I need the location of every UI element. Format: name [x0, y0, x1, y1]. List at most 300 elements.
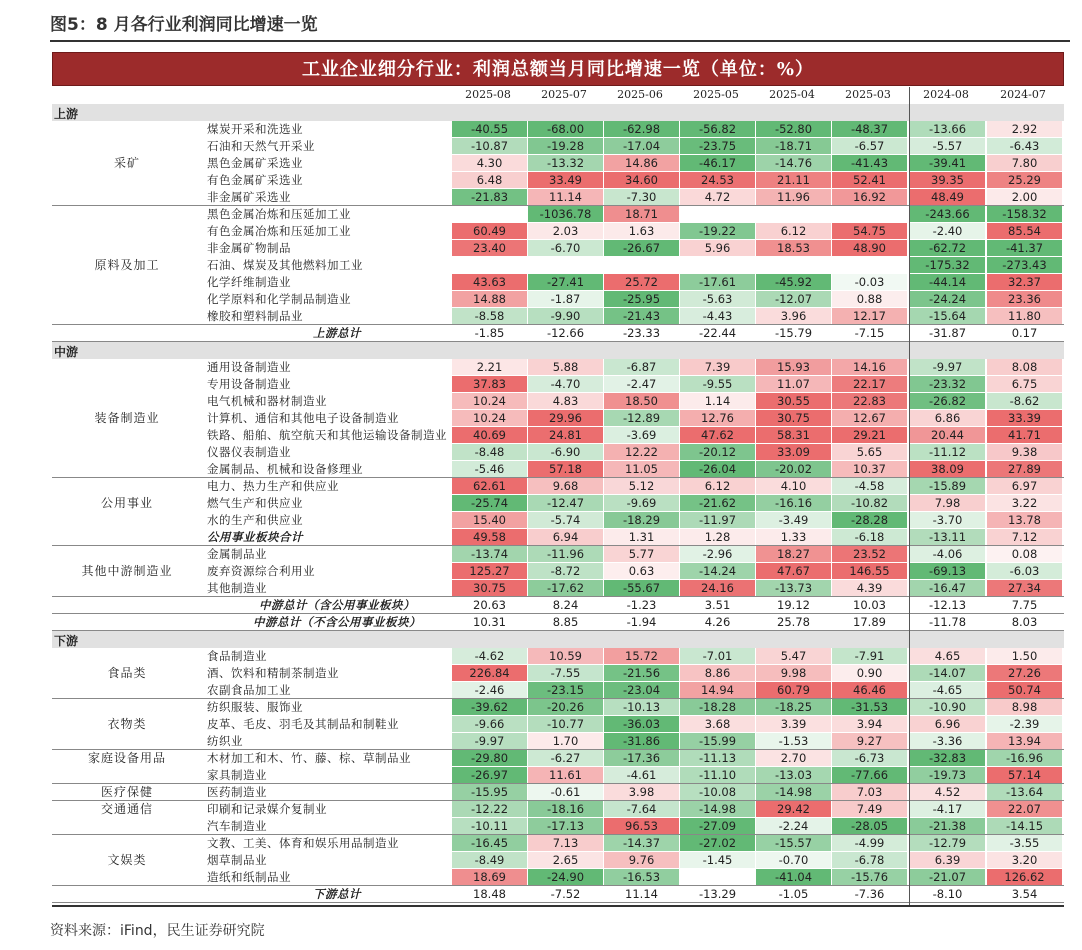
value-cell: -6.87 [604, 359, 679, 375]
value-cell: 2.21 [452, 359, 527, 375]
industry-name: 木材加工和木、竹、藤、棕、草制品业 [207, 751, 411, 765]
value-cell: -19.22 [680, 223, 755, 239]
table-row [52, 835, 1064, 852]
value-cell: -28.05 [832, 818, 907, 834]
section-label: 中游 [54, 345, 79, 359]
value-cell: 2.92 [987, 121, 1062, 137]
value-cell: 22.07 [987, 801, 1062, 817]
industry-name: 电气机械和器材制造业 [207, 394, 327, 408]
value-cell: -10.08 [680, 784, 755, 800]
value-cell: 5.88 [528, 359, 603, 375]
value-cell: 1.70 [528, 733, 603, 749]
industry-name: 化学原料和化学制品制造业 [207, 292, 351, 306]
industry-name: 非金属矿采选业 [207, 190, 291, 204]
value-cell: -7.30 [604, 189, 679, 205]
value-cell: -25.74 [452, 495, 527, 511]
industry-name: 纺织服装、服饰业 [207, 700, 303, 714]
value-cell: -31.53 [832, 699, 907, 715]
industry-name: 中游总计（不含公用事业板块） [253, 615, 421, 629]
value-cell: 126.62 [987, 869, 1062, 885]
value-cell: -13.66 [910, 121, 985, 137]
value-cell: -3.55 [987, 835, 1062, 851]
group-label: 交通通信 [100, 802, 153, 816]
table-row [52, 410, 1064, 427]
value-cell: -1.85 [474, 326, 505, 340]
value-cell: -19.28 [528, 138, 603, 154]
value-cell: 21.11 [756, 172, 831, 188]
group-label: 家庭设备用品 [87, 751, 166, 765]
value-cell: -6.18 [832, 529, 907, 545]
value-cell: 23.52 [832, 546, 907, 562]
table-row [52, 682, 1064, 699]
value-cell: 29.21 [832, 427, 907, 443]
value-cell: 24.81 [528, 427, 603, 443]
value-cell: -6.57 [832, 138, 907, 154]
value-cell [680, 257, 755, 273]
value-cell: 8.98 [987, 699, 1062, 715]
value-cell: -12.89 [604, 410, 679, 426]
value-cell: -7.36 [854, 887, 885, 901]
value-cell: -11.10 [680, 767, 755, 783]
group-label: 采矿 [113, 156, 140, 170]
table-row [52, 172, 1064, 189]
industry-name: 通用设备制造业 [207, 360, 291, 374]
value-cell: 6.12 [680, 478, 755, 494]
table-row [52, 818, 1064, 835]
table-row [52, 784, 1064, 801]
table-row [52, 359, 1064, 376]
value-cell: -21.62 [680, 495, 755, 511]
value-cell: 8.24 [552, 598, 579, 612]
value-cell: -52.80 [756, 121, 831, 137]
value-cell: 9.76 [604, 852, 679, 868]
value-cell: -2.46 [452, 682, 527, 698]
value-cell: -4.65 [910, 682, 985, 698]
value-cell: -2.24 [756, 818, 831, 834]
value-cell: -26.04 [680, 461, 755, 477]
value-cell: -2.39 [987, 716, 1062, 732]
value-cell: 33.49 [528, 172, 603, 188]
table-row [52, 699, 1064, 716]
value-cell: 3.98 [604, 784, 679, 800]
industry-name: 印刷和记录媒介复制业 [207, 802, 327, 816]
value-cell [756, 206, 831, 222]
value-cell: 3.54 [1011, 887, 1038, 901]
value-cell: -12.79 [910, 835, 985, 851]
value-cell: -11.78 [928, 615, 967, 629]
table-row [52, 376, 1064, 393]
value-cell: -69.13 [910, 563, 985, 579]
value-cell [604, 257, 679, 273]
table-row [52, 206, 1064, 223]
value-cell: 7.80 [987, 155, 1062, 171]
value-cell: -158.32 [987, 206, 1062, 222]
section-label: 下游 [54, 634, 79, 648]
table-row [52, 444, 1064, 461]
value-cell: -175.32 [910, 257, 985, 273]
table-row [52, 495, 1064, 512]
value-cell: -26.97 [452, 767, 527, 783]
value-cell: -62.98 [604, 121, 679, 137]
table-row [52, 240, 1064, 257]
value-cell: -17.13 [528, 818, 603, 834]
value-cell: 15.40 [452, 512, 527, 528]
value-cell: -68.00 [528, 121, 603, 137]
value-cell: -16.96 [987, 750, 1062, 766]
value-cell: -40.55 [452, 121, 527, 137]
value-cell: -6.73 [832, 750, 907, 766]
value-cell: -26.82 [910, 393, 985, 409]
value-cell: -23.15 [528, 682, 603, 698]
value-cell: -0.70 [756, 852, 831, 868]
value-cell [832, 257, 907, 273]
value-cell: 52.41 [832, 172, 907, 188]
industry-name: 非金属矿物制品 [207, 241, 291, 255]
table-row [52, 563, 1064, 580]
value-cell: -1.45 [680, 852, 755, 868]
value-cell [832, 206, 907, 222]
column-header: 2025-03 [845, 88, 891, 101]
value-cell: 9.27 [832, 733, 907, 749]
total-row [52, 597, 1064, 614]
table-row [52, 121, 1064, 138]
industry-name: 铁路、船舶、航空航天和其他运输设备制造业 [207, 428, 447, 442]
value-cell: -6.43 [987, 138, 1062, 154]
value-cell: -41.37 [987, 240, 1062, 256]
value-cell: -41.04 [756, 869, 831, 885]
industry-name: 家具制造业 [207, 768, 267, 782]
value-cell: -39.41 [910, 155, 985, 171]
value-cell: -31.87 [928, 326, 967, 340]
value-cell: -18.29 [604, 512, 679, 528]
value-cell: 62.61 [452, 478, 527, 494]
value-cell: 10.59 [528, 648, 603, 664]
value-cell: -20.02 [756, 461, 831, 477]
industry-name: 橡胶和塑料制品业 [207, 309, 303, 323]
value-cell: 57.18 [528, 461, 603, 477]
value-cell: 60.79 [756, 682, 831, 698]
value-cell: -13.29 [698, 887, 737, 901]
table-row [52, 529, 1064, 546]
section-header [52, 104, 1064, 121]
value-cell: 10.24 [452, 410, 527, 426]
value-cell: 13.78 [987, 512, 1062, 528]
industry-name: 上游总计 [313, 326, 361, 340]
value-cell: 7.13 [528, 835, 603, 851]
value-cell: -14.98 [680, 801, 755, 817]
value-cell: 1.31 [604, 529, 679, 545]
table-row [52, 869, 1064, 886]
value-cell: 15.93 [756, 359, 831, 375]
value-cell: 11.61 [528, 767, 603, 783]
industry-name: 有色金属矿采选业 [207, 173, 303, 187]
value-cell: 6.39 [910, 852, 985, 868]
value-cell: -18.25 [756, 699, 831, 715]
value-cell: -9.66 [452, 716, 527, 732]
industry-name: 金属制品、机械和设备修理业 [207, 462, 363, 476]
value-cell: -21.56 [604, 665, 679, 681]
value-cell: -19.73 [910, 767, 985, 783]
value-cell: 3.39 [756, 716, 831, 732]
value-cell: 60.49 [452, 223, 527, 239]
value-cell: 23.40 [452, 240, 527, 256]
group-label: 文娱类 [107, 853, 147, 867]
industry-name: 造纸和纸制品业 [207, 870, 291, 884]
value-cell: 14.16 [832, 359, 907, 375]
group-label: 其他中游制造业 [81, 564, 173, 578]
value-cell: 4.72 [680, 189, 755, 205]
industry-name: 水的生产和供应业 [207, 513, 303, 527]
value-cell: -27.41 [528, 274, 603, 290]
value-cell: -10.90 [910, 699, 985, 715]
column-header: 2025-08 [465, 88, 511, 101]
value-cell: -4.61 [604, 767, 679, 783]
value-cell: -27.09 [680, 818, 755, 834]
value-cell: -32.83 [910, 750, 985, 766]
value-cell: 48.49 [910, 189, 985, 205]
table-row [52, 852, 1064, 869]
value-cell: -3.70 [910, 512, 985, 528]
value-cell: -1.05 [778, 887, 809, 901]
value-cell: 3.20 [987, 852, 1062, 868]
value-cell: -4.62 [452, 648, 527, 664]
value-cell: 40.69 [452, 427, 527, 443]
value-cell: 47.62 [680, 427, 755, 443]
value-cell: -56.82 [680, 121, 755, 137]
value-cell: -8.49 [452, 852, 527, 868]
value-cell: -27.02 [680, 835, 755, 851]
value-cell: -16.45 [452, 835, 527, 851]
value-cell: -3.49 [756, 512, 831, 528]
value-cell: 18.69 [452, 869, 527, 885]
value-cell: -12.13 [928, 598, 967, 612]
value-cell: 3.22 [987, 495, 1062, 511]
value-cell: 11.14 [528, 189, 603, 205]
column-header: 2025-06 [617, 88, 663, 101]
value-cell: 27.26 [987, 665, 1062, 681]
value-cell: -7.52 [550, 887, 581, 901]
value-cell: -11.96 [528, 546, 603, 562]
total-row [52, 325, 1064, 342]
industry-name: 食品制造业 [207, 649, 267, 663]
value-cell: -9.69 [604, 495, 679, 511]
value-cell: 10.37 [832, 461, 907, 477]
value-cell: 46.46 [832, 682, 907, 698]
value-cell: -6.03 [987, 563, 1062, 579]
year-divider [909, 87, 910, 905]
value-cell: 0.08 [987, 546, 1062, 562]
industry-name: 化学纤维制造业 [207, 275, 291, 289]
value-cell: 12.76 [680, 410, 755, 426]
value-cell: 9.38 [987, 444, 1062, 460]
value-cell: 3.68 [680, 716, 755, 732]
section-header [52, 342, 1064, 359]
value-cell: 1.14 [680, 393, 755, 409]
value-cell: -15.76 [832, 869, 907, 885]
industry-name: 煤炭开采和洗选业 [207, 122, 303, 136]
industry-name: 公用事业板块合计 [207, 530, 303, 544]
value-cell: -24.90 [528, 869, 603, 885]
value-cell: 30.55 [756, 393, 831, 409]
value-cell: -10.82 [832, 495, 907, 511]
value-cell: 22.17 [832, 376, 907, 392]
value-cell: 7.98 [910, 495, 985, 511]
value-cell: 5.65 [832, 444, 907, 460]
column-header: 2025-04 [769, 88, 815, 101]
value-cell: -9.97 [452, 733, 527, 749]
value-cell: -36.03 [604, 716, 679, 732]
value-cell: 11.05 [604, 461, 679, 477]
value-cell: 47.67 [756, 563, 831, 579]
table-row [52, 461, 1064, 478]
value-cell: 49.58 [452, 529, 527, 545]
value-cell: -48.37 [832, 121, 907, 137]
value-cell: -1.87 [528, 291, 603, 307]
value-cell: -16.16 [756, 495, 831, 511]
value-cell: 27.34 [987, 580, 1062, 596]
value-cell: 24.16 [680, 580, 755, 596]
industry-name: 中游总计（含公用事业板块） [259, 598, 415, 612]
value-cell: 4.30 [452, 155, 527, 171]
value-cell: -11.97 [680, 512, 755, 528]
group-label: 衣物类 [107, 717, 147, 731]
value-cell: 5.12 [604, 478, 679, 494]
value-cell: 11.07 [756, 376, 831, 392]
value-cell: 6.75 [987, 376, 1062, 392]
value-cell: -16.47 [910, 580, 985, 596]
industry-name: 石油、煤炭及其他燃料加工业 [207, 258, 363, 272]
value-cell: 23.36 [987, 291, 1062, 307]
value-cell: -29.80 [452, 750, 527, 766]
value-cell: 11.80 [987, 308, 1062, 324]
value-cell: 15.72 [604, 648, 679, 664]
value-cell: 6.97 [987, 478, 1062, 494]
industry-name: 石油和天然气开采业 [207, 139, 315, 153]
industry-name: 仪器仪表制造业 [207, 445, 291, 459]
value-cell: 20.63 [473, 598, 506, 612]
value-cell: 8.86 [680, 665, 755, 681]
total-row [52, 886, 1064, 903]
value-cell: 8.08 [987, 359, 1062, 375]
value-cell: -273.43 [987, 257, 1062, 273]
value-cell: -28.28 [832, 512, 907, 528]
value-cell: -9.55 [680, 376, 755, 392]
value-cell: 1.28 [680, 529, 755, 545]
value-cell: 0.90 [832, 665, 907, 681]
value-cell: -15.79 [774, 326, 813, 340]
value-cell: 2.00 [987, 189, 1062, 205]
value-cell: 11.96 [756, 189, 831, 205]
table-row [52, 801, 1064, 818]
value-cell: -39.62 [452, 699, 527, 715]
table-row [52, 478, 1064, 495]
value-cell: 24.53 [680, 172, 755, 188]
value-cell [756, 257, 831, 273]
value-cell: -44.14 [910, 274, 985, 290]
value-cell: -18.16 [528, 801, 603, 817]
value-cell: -1.23 [626, 598, 657, 612]
value-cell: -6.70 [528, 240, 603, 256]
value-cell: 1.33 [756, 529, 831, 545]
value-cell: -45.92 [756, 274, 831, 290]
value-cell: 29.96 [528, 410, 603, 426]
value-cell: 8.85 [552, 615, 579, 629]
value-cell: -31.86 [604, 733, 679, 749]
value-cell: -18.71 [756, 138, 831, 154]
value-cell: 37.83 [452, 376, 527, 392]
value-cell: 7.03 [832, 784, 907, 800]
table-row [52, 767, 1064, 784]
value-cell: 85.54 [987, 223, 1062, 239]
value-cell: 6.12 [756, 223, 831, 239]
value-cell: -20.26 [528, 699, 603, 715]
value-cell [452, 206, 527, 222]
value-cell: 2.03 [528, 223, 603, 239]
value-cell: -25.95 [604, 291, 679, 307]
value-cell: -14.76 [756, 155, 831, 171]
group-label: 医疗保健 [100, 785, 153, 799]
value-cell: 6.96 [910, 716, 985, 732]
value-cell: 43.63 [452, 274, 527, 290]
value-cell: 10.03 [853, 598, 886, 612]
industry-name: 黑色金属冶炼和压延加工业 [207, 207, 351, 221]
value-cell: 6.48 [452, 172, 527, 188]
value-cell: 25.29 [987, 172, 1062, 188]
value-cell: 226.84 [452, 665, 527, 681]
value-cell: -18.28 [680, 699, 755, 715]
value-cell: 10.24 [452, 393, 527, 409]
value-cell: -8.72 [528, 563, 603, 579]
value-cell: 12.22 [604, 444, 679, 460]
value-cell [452, 257, 527, 273]
industry-name: 废弃资源综合利用业 [207, 564, 315, 578]
column-header: 2024-08 [923, 88, 969, 101]
value-cell: 7.39 [680, 359, 755, 375]
value-cell: -13.73 [756, 580, 831, 596]
value-cell: 39.35 [910, 172, 985, 188]
bottom-rule [52, 905, 1064, 907]
value-cell: 54.75 [832, 223, 907, 239]
value-cell: -6.90 [528, 444, 603, 460]
table-row [52, 733, 1064, 750]
value-cell: -5.63 [680, 291, 755, 307]
value-cell: 57.14 [987, 767, 1062, 783]
value-cell: -243.66 [910, 206, 985, 222]
value-cell: -12.66 [546, 326, 585, 340]
value-cell: -17.62 [528, 580, 603, 596]
value-cell: 0.17 [1011, 326, 1038, 340]
value-cell: -14.07 [910, 665, 985, 681]
value-cell: -12.07 [756, 291, 831, 307]
value-cell: 4.65 [910, 648, 985, 664]
value-cell: -17.04 [604, 138, 679, 154]
value-cell: -6.78 [832, 852, 907, 868]
value-cell: 22.83 [832, 393, 907, 409]
value-cell: -15.99 [680, 733, 755, 749]
value-cell: -13.32 [528, 155, 603, 171]
value-cell: -21.83 [452, 189, 527, 205]
value-cell: 13.94 [987, 733, 1062, 749]
value-cell: -21.07 [910, 869, 985, 885]
industry-name: 有色金属冶炼和压延加工业 [207, 224, 351, 238]
value-cell: -23.75 [680, 138, 755, 154]
value-cell: 33.09 [756, 444, 831, 460]
value-cell: 18.48 [473, 887, 506, 901]
value-cell [680, 206, 755, 222]
value-cell: -13.74 [452, 546, 527, 562]
value-cell: 9.68 [528, 478, 603, 494]
value-cell: -8.58 [452, 308, 527, 324]
